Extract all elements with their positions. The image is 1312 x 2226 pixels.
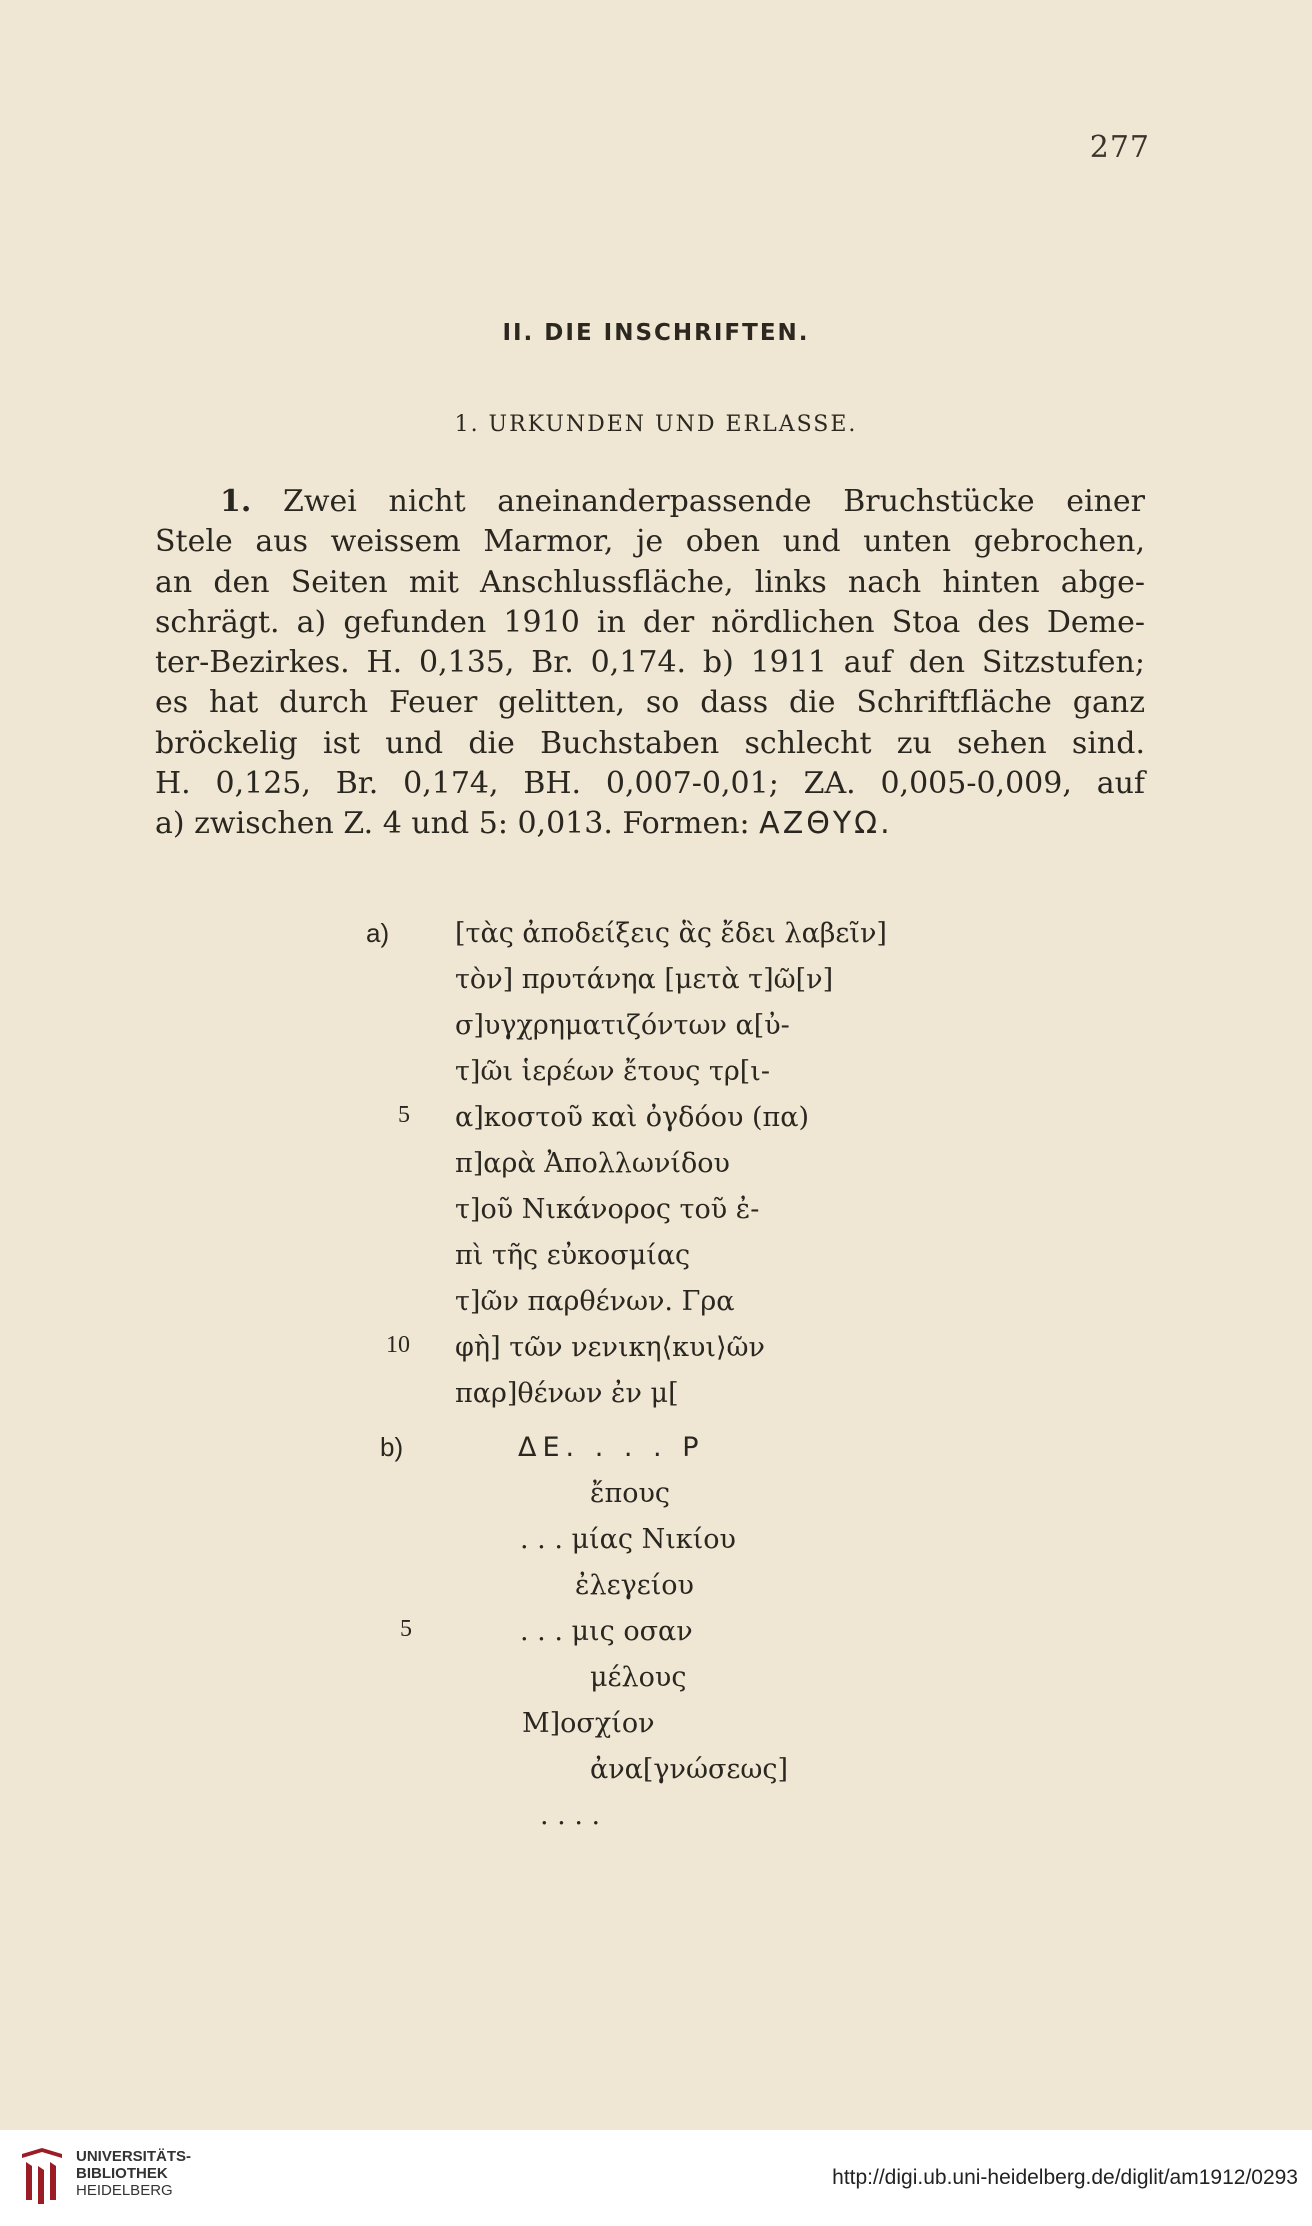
paragraph-line: a) zwischen Z. 4 und 5: 0,013. Formen: ΑΖΘΥΩ. [155, 806, 893, 842]
line-number: 10 [386, 1332, 410, 1358]
inscription-text: πὶ τῆς εὐκοσμίας [455, 1240, 691, 1271]
inscription-text: Μ]οσχίον [522, 1708, 655, 1739]
inscription-text: ἐλεγείου [575, 1570, 694, 1601]
inscription-text: ἀνα[γνώσεως] [590, 1754, 789, 1785]
inscription-text: . . . . [540, 1800, 601, 1831]
inscription-a-label: a) [366, 918, 390, 948]
paragraph-line: ter-Bezirkes. H. 0,135, Br. 0,174. b) 1911 auf den Sitzstufen; [155, 645, 1145, 681]
inscription-b-label: b) [380, 1432, 404, 1462]
paragraph-line: H. 0,125, Br. 0,174, BH. 0,007-0,01; ZA. 0,005-0,009, auf [155, 766, 1145, 802]
inscription-text: τὸν] πρυτάνηα [μετὰ τ]ῶ[ν] [455, 964, 834, 995]
subheading: 1. URKUNDEN UND ERLASSE. [454, 412, 858, 437]
paragraph-line: es hat durch Feuer gelitten, so dass die Schriftfläche ganz [155, 685, 1145, 721]
footer [0, 2130, 1312, 2226]
section-heading: II. DIE INSCHRIFTEN. [502, 320, 810, 346]
paragraph-line: 1. Zwei nicht aneinanderpassende Bruchstücke einer [220, 484, 1145, 519]
inscription-text: . . . μίας Νικίου [520, 1524, 736, 1555]
inscription-text: π]αρὰ Ἀπολλωνίδου [455, 1148, 730, 1179]
paragraph-line: Stele aus weissem Marmor, je oben und unten gebrochen, [155, 524, 1145, 560]
paragraph-number: 1. [220, 484, 252, 519]
inscription-text: τ]ῶν παρθένων. Γρα [455, 1286, 735, 1317]
paragraph-line: bröckelig ist und die Buchstaben schlecht zu sehen sind. [155, 725, 1145, 761]
letter-forms: ΑΖΘΥΩ. [759, 806, 893, 842]
inscription-text: μέλους [590, 1662, 687, 1693]
inscription-text: ἔπους [590, 1478, 671, 1509]
inscription-text: . . . μις οσαν [520, 1616, 693, 1647]
permalink-url[interactable]: http://digi.ub.uni-heidelberg.de/diglit/am1912/0293 [832, 2166, 1298, 2189]
inscription-text: [τὰς ἀποδείξεις ἃς ἔδει λαβεῖν] [455, 918, 887, 949]
library-name: UNIVERSITÄTS- BIBLIOTHEK HEIDELBERG [76, 2148, 192, 2199]
inscription-text: σ]υγχρηματιζόντων α[ὐ- [455, 1010, 790, 1041]
inscription-text: τ]ῶι ἱερέων ἔτους τρ[ι- [455, 1056, 770, 1087]
inscription-text: παρ]θένων ἐν μ[ [455, 1378, 679, 1409]
inscription-text: α]κοστοῦ καὶ ὀγδόου (πα) [455, 1102, 809, 1133]
line-number: 5 [400, 1616, 412, 1642]
page-number: 277 [1089, 130, 1150, 165]
library-logo-icon [16, 2144, 68, 2210]
inscription-text: φὴ] τῶν νενικη⟨κυι⟩ῶν [455, 1332, 765, 1363]
line-number: 5 [398, 1102, 410, 1128]
paragraph-line: an den Seiten mit Anschlussfläche, links nach hinten abge- [155, 564, 1145, 600]
inscription-text: ΔΕ. . . . Ρ [518, 1432, 705, 1463]
paragraph-line: schrägt. a) gefunden 1910 in der nördlichen Stoa des Deme- [155, 604, 1145, 640]
inscription-text: τ]οῦ Νικάνορος τοῦ ἐ- [455, 1194, 760, 1225]
description-paragraph [155, 482, 1145, 845]
